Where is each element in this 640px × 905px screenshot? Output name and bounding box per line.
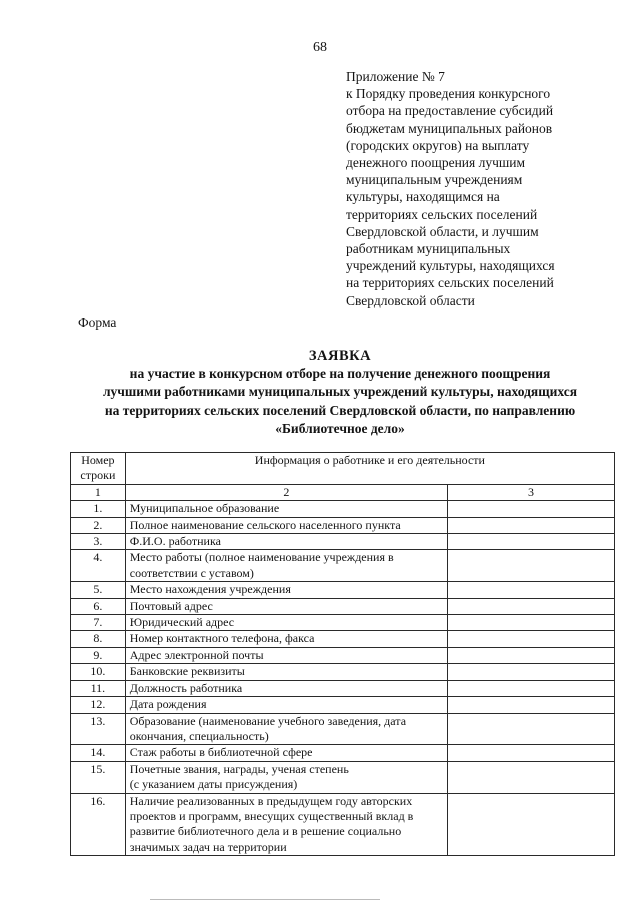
table-row: [71, 761, 615, 793]
table-row: [71, 745, 615, 761]
row-label: Адрес электронной почты: [125, 647, 447, 663]
row-label: Номер контактного телефона, факса: [125, 631, 447, 647]
row-value-cell[interactable]: [448, 534, 615, 550]
table-row: [71, 501, 615, 517]
bottom-divider: [150, 899, 380, 900]
page-number: 68: [313, 40, 327, 55]
row-number: 1.: [71, 501, 126, 517]
heading-title: ЗАЯВКА: [308, 348, 372, 364]
header-info: Информация о работнике и его деятельности: [125, 453, 614, 485]
row-number: 10.: [71, 664, 126, 680]
row-number: 7.: [71, 615, 126, 631]
row-number: 9.: [71, 647, 126, 663]
row-label: Почтовый адрес: [125, 598, 447, 614]
appendix-line: муниципальным учреждениям: [346, 172, 523, 188]
table-row: [71, 631, 615, 647]
row-label: Полное наименование сельского населенного пункта: [125, 517, 447, 533]
appendix-line: на территориях сельских поселений: [346, 275, 554, 291]
appendix-line: культуры, находящимся на: [346, 189, 500, 205]
row-number: 16.: [71, 793, 126, 856]
row-label: Дата рождения: [125, 697, 447, 713]
row-number: 6.: [71, 598, 126, 614]
appendix-line: бюджетам муниципальных районов: [346, 120, 553, 136]
form-label: Форма: [78, 315, 117, 330]
row-label: Муниципальное образование: [125, 501, 447, 517]
row-value-cell[interactable]: [448, 501, 615, 517]
table-row: [71, 713, 615, 745]
row-number: 12.: [71, 697, 126, 713]
row-number: 11.: [71, 680, 126, 696]
column-numbers-row: [71, 484, 615, 500]
row-value-cell[interactable]: [448, 517, 615, 533]
table-row: [71, 680, 615, 696]
row-value-cell[interactable]: [448, 550, 615, 582]
row-value-cell[interactable]: [448, 631, 615, 647]
appendix-line: учреждений культуры, находящихся: [346, 258, 555, 274]
appendix-line: территориях сельских поселений: [346, 206, 538, 222]
table-row: [71, 793, 615, 856]
table-row: [71, 647, 615, 663]
row-number: 14.: [71, 745, 126, 761]
row-label: Почетные звания, награды, ученая степень: [129, 761, 349, 776]
table-header-row: [71, 453, 615, 485]
row-value-cell[interactable]: [448, 713, 615, 745]
appendix-line: Свердловской области: [346, 292, 475, 308]
column-number: 3: [448, 484, 615, 500]
row-label: Наличие реализованных в предыдущем году авторских проектов и программ, внесущих существенный вклад в развитие библиотечного дела и в решение социально значимых задач на территории: [125, 793, 447, 856]
row-label: Должность работника: [125, 680, 447, 696]
row-number: 2.: [71, 517, 126, 533]
row-label: Стаж работы в библиотечной сфере: [125, 745, 447, 761]
appendix-line: Свердловской области, и лучшим: [346, 223, 539, 239]
row-number: 8.: [71, 631, 126, 647]
row-label: Образование (наименование учебного заведения, дата окончания, специальность): [125, 713, 447, 745]
appendix-line: (городских округов) на выплату: [346, 137, 530, 153]
header-row-number: Номер строки: [71, 453, 126, 485]
row-number: 5.: [71, 582, 126, 598]
row-number: 13.: [71, 713, 126, 745]
appendix-block: [346, 68, 616, 309]
application-heading: [40, 347, 640, 438]
application-table: [70, 452, 615, 856]
table-row: [71, 615, 615, 631]
table-row: [71, 550, 615, 582]
heading-line: «Библиотечное дело»: [275, 420, 405, 436]
row-value-cell[interactable]: [448, 582, 615, 598]
row-label: Место работы (полное наименование учреждения в соответствии с уставом): [125, 550, 447, 582]
row-label-note: (с указанием даты присуждения): [129, 777, 298, 792]
appendix-line: работникам муниципальных: [346, 241, 511, 257]
row-value-cell[interactable]: [448, 680, 615, 696]
appendix-line: Приложение № 7: [346, 69, 445, 84]
row-value-cell[interactable]: [448, 598, 615, 614]
row-label: Ф.И.О. работника: [125, 534, 447, 550]
row-value-cell[interactable]: [448, 761, 615, 793]
row-value-cell[interactable]: [448, 615, 615, 631]
row-label-cell: [125, 761, 447, 793]
heading-line: на территориях сельских поселений Свердловской области, по направлению: [104, 402, 576, 418]
table-row: [71, 664, 615, 680]
row-value-cell[interactable]: [448, 647, 615, 663]
table-row: [71, 534, 615, 550]
appendix-line: денежного поощрения лучшим: [346, 155, 526, 171]
row-label: Банковские реквизиты: [125, 664, 447, 680]
row-value-cell[interactable]: [448, 664, 615, 680]
table-row: [71, 697, 615, 713]
row-number: 3.: [71, 534, 126, 550]
row-value-cell[interactable]: [448, 793, 615, 856]
appendix-line: отбора на предоставление субсидий: [346, 103, 554, 119]
table-row: [71, 517, 615, 533]
row-number: 15.: [71, 761, 126, 793]
row-label: Место нахождения учреждения: [125, 582, 447, 598]
appendix-line: к Порядку проведения конкурсного: [346, 86, 551, 102]
heading-line: на участие в конкурсном отборе на получение денежного поощрения: [129, 366, 551, 382]
row-label: Юридический адрес: [125, 615, 447, 631]
column-number: 2: [125, 484, 447, 500]
row-value-cell[interactable]: [448, 697, 615, 713]
heading-line: лучшими работниками муниципальных учреждений культуры, находящихся: [102, 384, 578, 400]
column-number: 1: [71, 484, 126, 500]
table-row: [71, 598, 615, 614]
table-row: [71, 582, 615, 598]
row-number: 4.: [71, 550, 126, 582]
row-value-cell[interactable]: [448, 745, 615, 761]
